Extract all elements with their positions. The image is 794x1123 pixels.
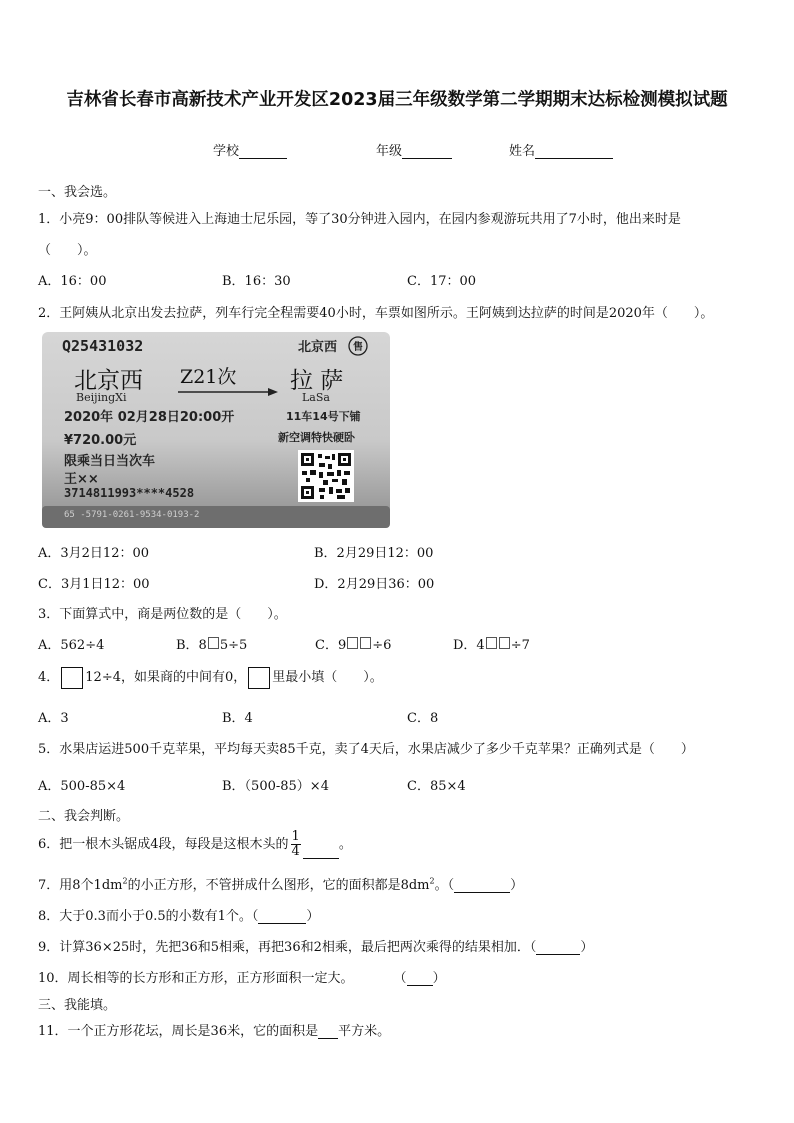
- q3-option-b[interactable]: [176, 634, 247, 653]
- q3-d-post: ÷7: [510, 638, 530, 653]
- school-label: 学校: [213, 144, 240, 159]
- q4-mid: 12÷4，如果商的中间有0，: [85, 670, 247, 685]
- ticket-id-number: 3714811993****4528: [64, 486, 195, 500]
- ticket-station-tag: 北京西: [298, 340, 338, 355]
- q7-mid: 的小正方形，不管拼成什么图形，它的面积都是: [127, 878, 401, 893]
- digit-box-icon: [499, 637, 510, 649]
- q3-b-pre: B．8: [176, 638, 207, 653]
- name-blank[interactable]: [535, 144, 613, 159]
- ticket-serial: Q25431032: [62, 337, 144, 355]
- q1-option-a[interactable]: A．16：00: [38, 274, 107, 289]
- train-ticket-image: [40, 330, 392, 530]
- ticket-class: 新空调特快硬卧: [278, 431, 355, 444]
- q7-exp1: 2: [122, 876, 128, 886]
- ticket-to-station: 拉 萨: [290, 368, 344, 394]
- q6-pre: 6．把一根木头锯成4段，每段是这根木头的: [38, 837, 289, 852]
- q11-pre: 11．一个正方形花坛，周长是36米，它的面积是: [38, 1024, 319, 1039]
- q3-c-pre: C．9: [315, 638, 347, 653]
- school-blank[interactable]: [239, 144, 287, 159]
- q7-close: ）: [510, 878, 524, 893]
- q9-pre: 9．计算36×25时，先把36和5相乘，再把36和2相乘，最后把两次乘得的结果相加．（: [38, 940, 537, 955]
- q10-answer-blank[interactable]: [407, 972, 433, 986]
- ticket-notice: 限乘当日当次车: [64, 454, 156, 469]
- ticket-passenger: 王××: [64, 472, 99, 487]
- ticket-bottom-code: 65 -5791-0261-9534-0193-2: [64, 510, 200, 520]
- q10-text: [38, 967, 446, 986]
- q4-option-c[interactable]: C．8: [407, 711, 439, 726]
- name-field: [509, 140, 613, 159]
- q5-option-c[interactable]: C．85×4: [407, 779, 466, 794]
- section-judge: 二、我会判断。: [38, 809, 130, 824]
- section-choice: 一、我会选。: [38, 185, 117, 200]
- q10-close: ）: [432, 971, 446, 986]
- q7-unit2: 8dm: [400, 878, 430, 893]
- q2-text: 2．王阿姨从北京出发去拉萨，列车行完全程需要40小时，车票如图所示。王阿姨到达拉萨的时间是2020年（ ）。: [38, 306, 714, 321]
- grade-blank[interactable]: [402, 144, 452, 159]
- q3-b-post: 5÷5: [219, 638, 248, 653]
- ticket-train-number: Z21次: [180, 366, 237, 388]
- ticket-datetime: 2020年 02月28日20:00开: [64, 410, 235, 425]
- fraction-one-quarter: [291, 830, 301, 859]
- q9-answer-blank[interactable]: [536, 941, 580, 955]
- q7-answer-blank[interactable]: [454, 879, 510, 893]
- digit-box-icon: [486, 637, 497, 649]
- name-label: 姓名: [509, 144, 536, 159]
- q1-option-c[interactable]: C．17：00: [407, 274, 477, 289]
- digit-box-icon: [347, 637, 358, 649]
- q3-d-pre: D．4: [453, 638, 485, 653]
- q9-text: [38, 936, 593, 955]
- digit-box-icon: [208, 637, 219, 649]
- fraction-denominator: 4: [291, 844, 300, 859]
- q2-option-d[interactable]: D．2月29日36：00: [314, 577, 435, 592]
- q8-text: [38, 905, 319, 924]
- ticket-to-pinyin: LaSa: [302, 391, 330, 404]
- q7-exp2: 2: [429, 876, 435, 886]
- answer-box-icon[interactable]: [248, 667, 270, 689]
- q1-text-cont: （ ）。: [38, 243, 97, 258]
- q11-answer-blank[interactable]: [318, 1025, 338, 1039]
- q7-pre: 7．用8个: [38, 878, 94, 893]
- ticket-seat: 11车14号下铺: [286, 410, 361, 423]
- ticket-from-pinyin: BeijingXi: [76, 391, 127, 404]
- q10-pre: 10．周长相等的长方形和正方形，正方形面积一定大。: [38, 971, 354, 986]
- school-field: [213, 140, 287, 159]
- qr-code-icon: [298, 450, 354, 502]
- section-fill: 三、我能填。: [38, 998, 117, 1013]
- q11-post: 平方米。: [338, 1024, 391, 1039]
- answer-box-icon[interactable]: [61, 667, 83, 689]
- q3-c-post: ÷6: [372, 638, 392, 653]
- q6-post: 。: [338, 837, 352, 852]
- q5-option-a[interactable]: A．500-85×4: [38, 779, 126, 794]
- q3-option-c[interactable]: [315, 634, 391, 653]
- q4-post: 里最小填（ ）。: [272, 670, 383, 685]
- digit-box-icon: [360, 637, 371, 649]
- ticket-price: ¥720.00元: [64, 433, 137, 448]
- q11-text: [38, 1020, 390, 1039]
- q5-option-b[interactable]: B．（500-85）×4: [222, 779, 329, 794]
- q6-text: [38, 830, 352, 859]
- q8-answer-blank[interactable]: [258, 910, 306, 924]
- q4-text: [38, 666, 383, 689]
- q7-unit1: 1dm: [93, 878, 123, 893]
- q1-text: 1．小亮9：00排队等候进入上海迪士尼乐园，等了30分钟进入园内，在园内参观游玩共用了7小时，他出来时是: [38, 212, 681, 227]
- ticket-sale-mark: 售: [353, 342, 363, 353]
- q8-close: ）: [306, 909, 320, 924]
- q2-option-a[interactable]: A．3月2日12：00: [38, 546, 150, 561]
- q4-pre: 4．: [38, 670, 60, 685]
- q10-open: （: [393, 971, 407, 986]
- grade-field: [376, 140, 452, 159]
- q5-text: 5．水果店运进500千克苹果，平均每天卖85千克，卖了4天后，水果店减少了多少千克苹果？正确列式是（ ）: [38, 742, 694, 757]
- q6-answer-blank[interactable]: [303, 845, 339, 859]
- q8-pre: 8．大于0.3而小于0.5的小数有1个。（: [38, 909, 259, 924]
- q7-post: 。（: [434, 878, 455, 893]
- q7-text: [38, 874, 523, 893]
- q3-option-a[interactable]: A．562÷4: [38, 638, 105, 653]
- page-title: 吉林省长春市高新技术产业开发区2023届三年级数学第二学期期末达标检测模拟试题: [66, 90, 728, 110]
- q4-option-a[interactable]: A．3: [38, 711, 69, 726]
- fraction-numerator: 1: [291, 829, 300, 844]
- ticket-from-station: 北京西: [74, 368, 143, 394]
- q1-option-b[interactable]: B．16：30: [222, 274, 291, 289]
- q2-option-b[interactable]: B．2月29日12：00: [314, 546, 434, 561]
- q3-text: 3．下面算式中，商是两位数的是（ ）。: [38, 607, 287, 622]
- q4-option-b[interactable]: B．4: [222, 711, 253, 726]
- q3-option-d[interactable]: [453, 634, 530, 653]
- q2-option-c[interactable]: C．3月1日12：00: [38, 577, 150, 592]
- grade-label: 年级: [376, 144, 403, 159]
- q9-close: ）: [580, 940, 594, 955]
